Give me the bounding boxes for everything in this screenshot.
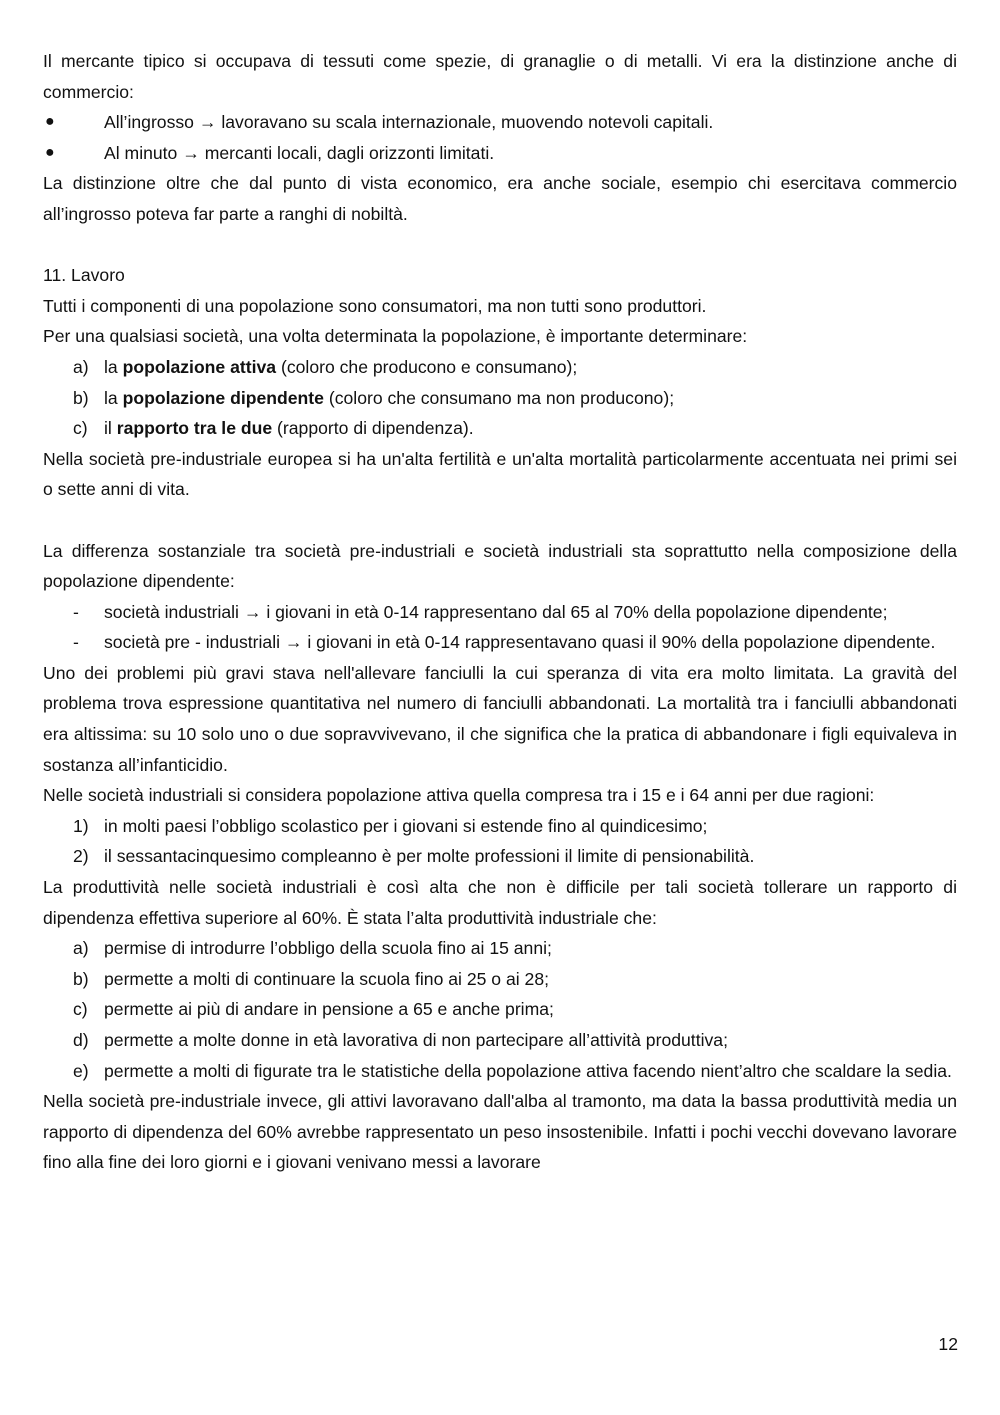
commerce-bullet-list <box>43 107 957 168</box>
bullet-icon: ● <box>45 113 55 131</box>
list-item: b) la popolazione dipendente (coloro che consumano ma non producono); <box>73 387 675 408</box>
reasons-list <box>43 811 957 872</box>
list-item: - società industriali → i giovani in età 0-14 rappresentano dal 65 al 70% della popolazione dipendente; <box>73 601 888 622</box>
paragraph-distinction: La distinzione oltre che dal punto di vista economico, era anche sociale, esempio chi esercitava commercio all’ingrosso poteva far parte a ranghi di nobiltà. <box>43 173 957 224</box>
list-item: ● All’ingrosso → lavoravano su scala internazionale, muovendo notevoli capitali. <box>43 107 957 138</box>
paragraph-fertility: Nella società pre-industriale europea si ha un'alta fertilità e un'alta mortalità particolarmente accentuata nei primi sei o sette anni di vita. <box>43 448 957 500</box>
document-page <box>43 46 957 1178</box>
population-list <box>43 352 957 444</box>
list-item: b) permette a molti di continuare la scuola fino ai 25 o ai 28; <box>73 968 549 989</box>
paragraph-consumers: Tutti i componenti di una popolazione sono consumatori, ma non tutti sono produttori. <box>43 295 707 316</box>
paragraph-merchant: Il mercante tipico si occupava di tessuti come spezie, di granaglie o di metalli. Vi era la distinzione anche di commercio: <box>43 51 957 102</box>
paragraph-children: Uno dei problemi più gravi stava nell'allevare fanciulli la cui speranza di vita era molto limitata. La gravità del problema trova espressione quantitativa nel numero di fanciulli abbandonati. La mortalità tra i fanciulli abbandonati era altissima: su 10 solo uno o due sopravvivevano, il che significa che la pratica di abbandonare i figli equivaleva in sostanza all’infanticidio. <box>43 662 957 775</box>
dependent-dash-list <box>43 597 957 658</box>
list-item: a) la popolazione attiva (coloro che producono e consumano); <box>73 356 578 377</box>
list-item: 1) in molti paesi l’obbligo scolastico per i giovani si estende fino al quindicesimo; <box>73 815 708 836</box>
section-heading: 11. Lavoro <box>43 265 125 286</box>
paragraph-difference: La differenza sostanziale tra società pre-industriali e società industriali sta soprattutto nella composizione della popolazione dipendente: <box>43 540 957 592</box>
paragraph-determine: Per una qualsiasi società, una volta determinata la popolazione, è importante determinare: <box>43 326 748 347</box>
list-item: e) permette a molti di figurate tra le statistiche della popolazione attiva facendo nient’altro che scaldare la sedia. <box>73 1060 952 1081</box>
list-item: - società pre - industriali → i giovani in età 0-14 rappresentavano quasi il 90% della popolazione dipendente. <box>73 632 936 653</box>
list-item: c) il rapporto tra le due (rapporto di dipendenza). <box>73 418 474 439</box>
list-item: d) permette a molte donne in età lavorativa di non partecipare all’attività produttiva; <box>73 1030 728 1050</box>
paragraph-active-population: Nelle società industriali si considera popolazione attiva quella compresa tra i 15 e i 64 anni per due ragioni: <box>43 785 875 806</box>
list-item: a) permise di introdurre l’obbligo della scuola fino ai 15 anni; <box>73 938 552 959</box>
bullet-icon: ● <box>45 143 55 161</box>
page-number: 12 <box>938 1334 958 1354</box>
productivity-list <box>43 933 957 1086</box>
list-item: 2) il sessantacinquesimo compleanno è per molte professioni il limite di pensionabilità. <box>73 846 755 867</box>
paragraph-productivity: La produttività nelle società industriali è così alta che non è difficile per tali società tollerare un rapporto di dipendenza effettiva superiore al 60%. È stata l’alta produttività industriale che: <box>43 877 957 928</box>
paragraph-preindustrial: Nella società pre-industriale invece, gli attivi lavoravano dall'alba al tramonto, ma data la bassa produttività media un rapporto di dipendenza del 60% avrebbe rappresentato un peso insostenibile. Infatti i pochi vecchi dovevano lavorare fino alla fine dei loro giorni e i giovani venivano messi a lavorare <box>43 1091 957 1173</box>
list-item: ● Al minuto → mercanti locali, dagli orizzonti limitati. <box>43 138 957 169</box>
list-item: c) permette ai più di andare in pensione a 65 e anche prima; <box>73 999 554 1020</box>
